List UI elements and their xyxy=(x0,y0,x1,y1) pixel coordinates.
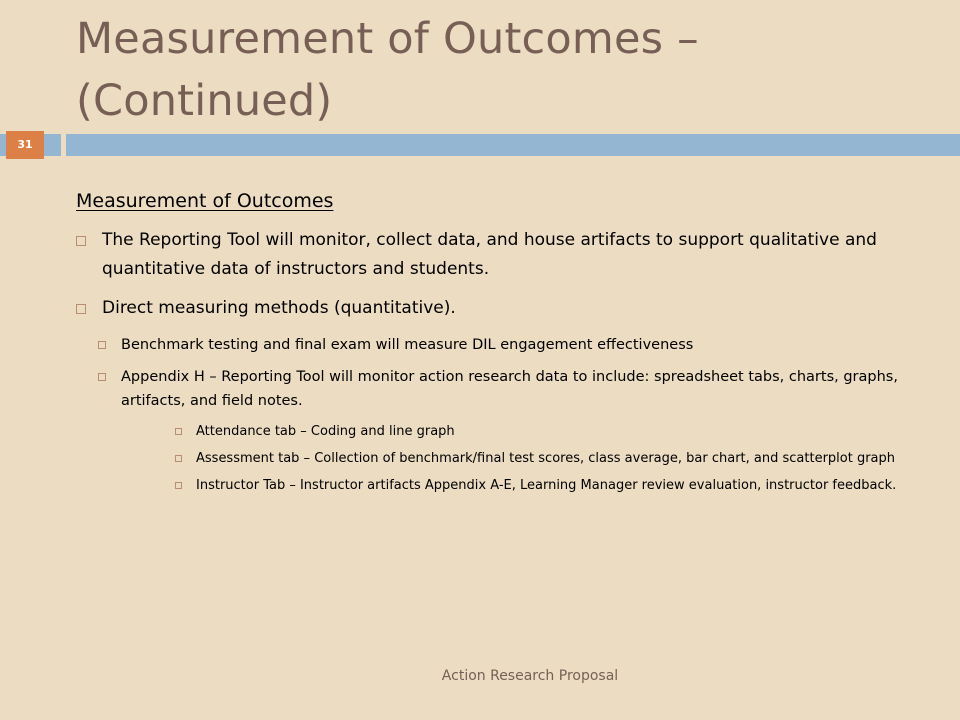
slide-title-line-2: (Continued) xyxy=(76,76,333,126)
square-bullet-icon xyxy=(175,428,182,435)
sub-sub-bullet-text: Attendance tab – Coding and line graph xyxy=(196,424,455,439)
sub-sub-bullet-text: Assessment tab – Collection of benchmark/final test scores, class average, bar chart, and scatterplot graph xyxy=(196,451,896,466)
bullet-text: The Reporting Tool will monitor, collect data, and house artifacts to support qualitative and quantitative data of instructors and students. xyxy=(102,230,877,279)
sub-sub-bullet-item xyxy=(175,448,916,469)
sub-sub-bullet-text: Instructor Tab – Instructor artifacts Appendix A-E, Learning Manager review evaluation, instructor feedback. xyxy=(196,478,897,493)
bullet-item xyxy=(76,294,916,323)
sub-sub-bullet-item xyxy=(175,421,916,442)
sub-bullet-item xyxy=(98,333,916,357)
sub-bullet-item xyxy=(98,365,916,413)
slide-number-badge: 31 xyxy=(6,131,44,159)
sub-sub-bullet-item xyxy=(175,475,916,496)
bullet-text: Direct measuring methods (quantitative). xyxy=(102,298,456,318)
section-heading: Measurement of Outcomes xyxy=(76,190,334,212)
slide-body xyxy=(76,186,916,502)
bullet-item xyxy=(76,226,916,284)
sub-bullet-text: Benchmark testing and final exam will measure DIL engagement effectiveness xyxy=(121,337,694,353)
square-bullet-icon xyxy=(175,455,182,462)
slide-title-line-1: Measurement of Outcomes – xyxy=(76,14,699,64)
accent-bar-right xyxy=(66,134,960,156)
square-bullet-icon xyxy=(175,482,182,489)
slide-footer: Action Research Proposal xyxy=(441,668,619,684)
square-bullet-icon xyxy=(98,373,106,381)
square-bullet-icon xyxy=(76,304,86,314)
square-bullet-icon xyxy=(76,236,86,246)
slide-title xyxy=(76,8,936,132)
square-bullet-icon xyxy=(98,341,106,349)
sub-bullet-text: Appendix H – Reporting Tool will monitor action research data to include: spreadsheet tabs, charts, graphs, artifacts, and field notes. xyxy=(121,369,898,409)
